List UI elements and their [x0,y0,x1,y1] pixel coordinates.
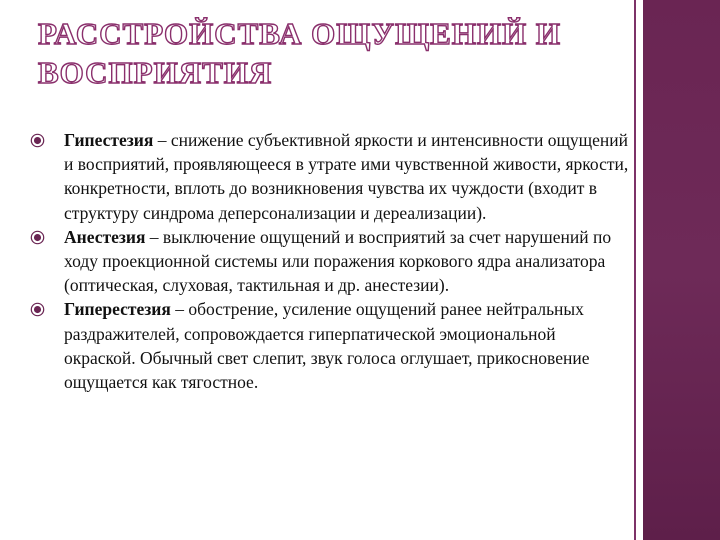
item-term: Анестезия [64,226,146,247]
item-term: Гиперестезия [64,299,171,320]
list-item [30,297,630,394]
item-text: – обострение, усиление ощущений ранее нейтральных раздражителей, сопровождается гиперпатической эмоциональной окраской. Обычный свет слепит, звук голоса оглушает, прикосновение ощущается как тягостное. [64,299,590,393]
item-term: Гипестезия [64,130,154,150]
side-divider-line [634,0,636,540]
item-text: – выключение ощущений и восприятий за счет нарушений по ходу проекционной системы или поражения коркового ядра анализатора (оптическая, слуховая, тактильная и др. анестезии). [64,226,612,296]
circled-disc-icon [30,133,45,148]
circled-disc-icon [30,302,45,317]
slide-title: РАССТРОЙСТВА ОЩУЩЕНИЙ И ВОСПРИЯТИЯ [38,16,561,90]
bullet-list [30,128,630,394]
list-item [30,225,630,298]
side-accent-panel [643,0,720,540]
list-item [30,128,630,225]
circled-disc-icon [30,230,45,245]
item-text: – снижение субъективной яркости и интенсивности ощущений и восприятий, проявляющееся в утрате ими чувственной живости, яркости, конкретности, вплоть до возникновения чувства их чуждости (входит в структуру синдрома деперсонализации и дереализации). [64,130,629,223]
